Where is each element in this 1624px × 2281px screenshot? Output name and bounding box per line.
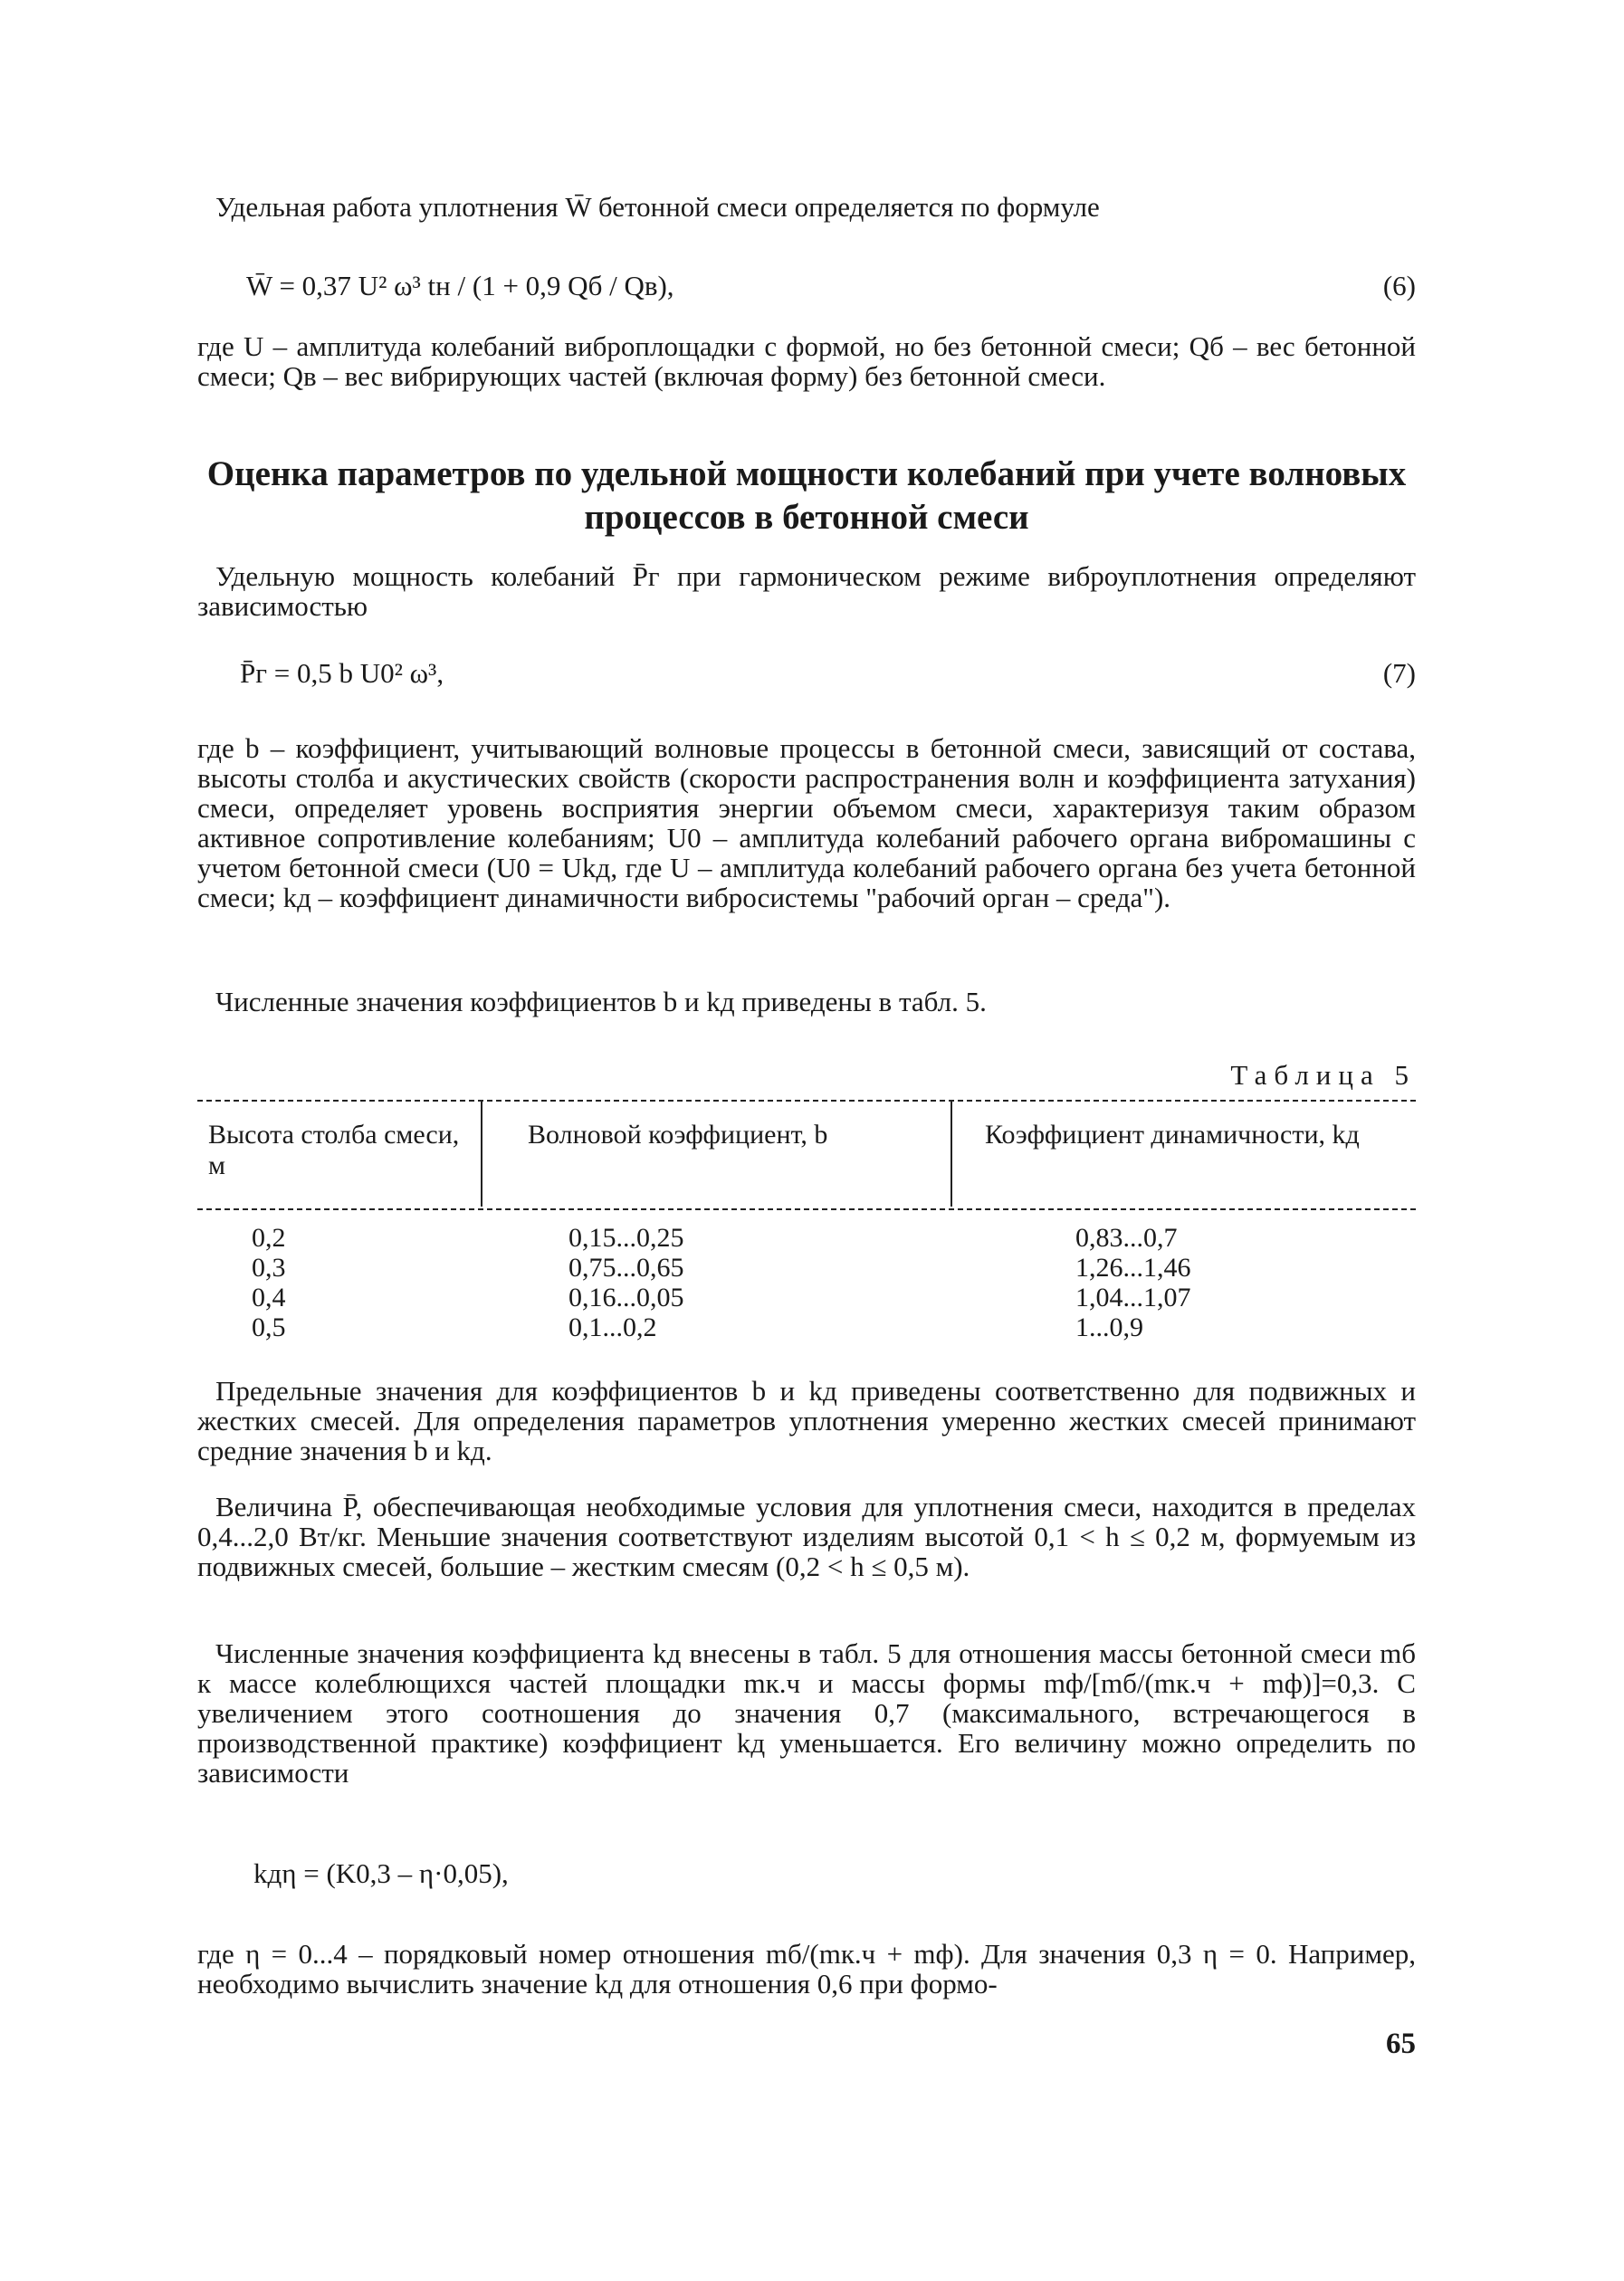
table-col-divider-1 — [481, 1100, 482, 1207]
paragraph-table-ref: Численные значения коэффициентов b и kд приведены в табл. 5. — [215, 986, 987, 1017]
table-caption: Таблица 5 — [1230, 1059, 1416, 1091]
table-header-dyn-coef: Коэффициент динамичности, kд — [985, 1120, 1360, 1150]
table-5 — [197, 1100, 1416, 1340]
table-cell: 0,3 — [252, 1253, 286, 1283]
table-cell: 0,4 — [252, 1283, 286, 1312]
table-column-height — [252, 1223, 286, 1342]
table-cell: 0,83...0,7 — [1075, 1223, 1178, 1253]
table-col-divider-2 — [951, 1100, 952, 1207]
formula-7: P̄г = 0,5 b U0² ω³, — [240, 657, 444, 689]
section-heading: Оценка параметров по удельной мощности колебаний при учете волновых процессов в бетонной смеси — [206, 454, 1407, 537]
table-header-wave-coef: Волновой коэффициент, b — [528, 1120, 828, 1150]
table-header-rule — [197, 1208, 1416, 1210]
table-cell: 0,75...0,65 — [568, 1253, 684, 1283]
table-top-rule — [197, 1100, 1416, 1102]
table-column-dyn-coef — [1075, 1223, 1191, 1342]
equation-number-6: (6) — [1382, 270, 1416, 301]
page-number: 65 — [1386, 2028, 1416, 2060]
paragraph-power-range: Величина P̄, обеспечивающая необходимые условия для уплотнения смеси, находится в пределах 0,4...2,0 Вт/кг. Меньшие значения соответствуют изделиям высотой 0,1 < h ≤ 0,2 м, формуемым из подвижных смесей, большие – жестким смесям (0,2 < h ≤ 0,5 м). — [197, 1491, 1416, 1582]
table-cell: 0,1...0,2 — [568, 1312, 657, 1342]
formula-6: W̄ = 0,37 U² ω³ tн / (1 + 0,9 Qб / Qв), — [246, 270, 674, 301]
table-cell: 0,15...0,25 — [568, 1223, 684, 1253]
table-cell: 1...0,9 — [1075, 1312, 1143, 1342]
table-cell: 1,26...1,46 — [1075, 1253, 1191, 1283]
equation-number-7: (7) — [1382, 657, 1416, 689]
table-column-wave-coef — [568, 1223, 684, 1342]
table-cell: 0,5 — [252, 1312, 286, 1342]
paragraph-limit-values: Предельные значения для коэффициентов b и kд приведены соответственно для подвижных и жестких смесей. Для определения параметров уплотнения умеренно жестких смесей принимают средние значения b и kд. — [197, 1375, 1416, 1466]
paragraph-intro-work: Удельная работа уплотнения W̄ бетонной смеси определяется по формуле — [215, 191, 1100, 223]
paragraph-power: Удельную мощность колебаний P̄г при гармоническом режиме виброуплотнения определяют зависимостью — [197, 560, 1416, 622]
paragraph-kd-values: Численные значения коэффициента kд внесены в табл. 5 для отношения массы бетонной смеси mб к массе колеблющихся частей площадки mк.ч и массы формы mф/[mб/(mк.ч + mф)]=0,3. С увеличением этого соотношения до значения 0,7 (максимального, встречающегося в производственной практике) коэффициент kд уменьшается. Его величину можно определить по зависимости — [197, 1637, 1416, 1789]
paragraph-where-eta: где η = 0...4 – порядковый номер отношения mб/(mк.ч + mф). Для значения 0,3 η = 0. Например, необходимо вычислить значение kд для отношения 0,6 при формо- — [197, 1938, 1416, 1999]
table-header-height: Высота столба смеси, м — [208, 1120, 460, 1180]
table-cell: 1,04...1,07 — [1075, 1283, 1191, 1312]
table-cell: 0,2 — [252, 1223, 286, 1253]
table-cell: 0,16...0,05 — [568, 1283, 684, 1312]
paragraph-where-u: где U – амплитуда колебаний виброплощадки с формой, но без бетонной смеси; Qб – вес бетонной смеси; Qв – вес вибрирующих частей (включая форму) без бетонной смеси. — [197, 330, 1416, 392]
formula-kd: kдη = (K0,3 – η·0,05), — [253, 1857, 509, 1889]
paragraph-where-b: где b – коэффициент, учитывающий волновые процессы в бетонной смеси, зависящий от состава, высоты столба и акустических свойств (скорости распространения волн и коэффициента затухания) смеси, определяет уровень восприятия энергии объемом смеси, характеризуя таким образом активное сопротивление колебаниям; U0 – амплитуда колебаний рабочего органа вибромашины с учетом бетонной смеси (U0 = Ukд, где U – амплитуда колебаний рабочего органа без учета бетонной смеси; kд – коэффициент динамичности вибросистемы "рабочий орган – среда"). — [197, 732, 1416, 913]
